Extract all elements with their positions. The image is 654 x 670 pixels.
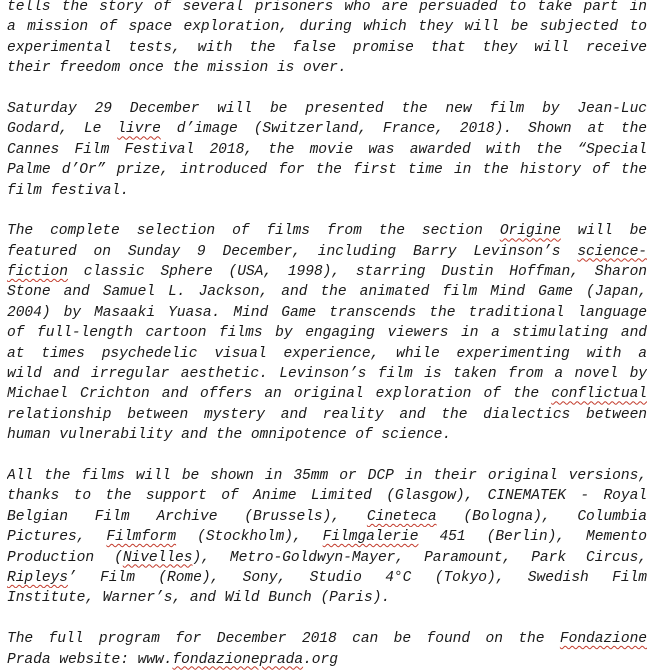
spellcheck-word[interactable]: fiction [7, 264, 68, 281]
text-line: featured on Sunday 9 December, including Barry Levinson’s science- [7, 243, 647, 260]
spellcheck-word[interactable]: science- [577, 243, 647, 260]
text-line: film festival. [7, 182, 129, 199]
text-line: Palme d’Or” prize, introduced for the first time in the history of the [7, 162, 647, 179]
text-line: Institute, Warner’s, and Wild Bunch (Paris). [7, 590, 391, 607]
text-line: Belgian Film Archive (Brussels), Cineteca (Bologna), Columbia [7, 508, 647, 525]
text-line: experimental tests, with the false promise that they will receive [7, 39, 647, 56]
spellcheck-word[interactable]: Nivelles [122, 549, 193, 566]
text-line: Production (Nivelles), Metro-Goldwyn-Mayer, Paramount, Park Circus, [7, 549, 647, 566]
spellcheck-word[interactable]: Filmform [106, 529, 177, 546]
paragraph-4 [7, 466, 647, 609]
text-line: The full program for December 2018 can be found on the Fondazione [7, 631, 647, 648]
text-line: wild and irregular aesthetic. Levinson’s film is taken from a novel by [7, 366, 647, 383]
text-line: 2004) by Masaaki Yuasa. Mind Game transcends the traditional language [7, 304, 647, 321]
spellcheck-word[interactable]: Filmgalerie [322, 529, 419, 546]
text-line: fiction classic Sphere (USA, 1998), starring Dustin Hoffman, Sharon [7, 264, 647, 281]
text-line: The complete selection of films from the section Origine will be [7, 223, 647, 240]
spellcheck-word[interactable]: Cineteca [366, 508, 437, 525]
text-line: their freedom once the mission is over. [7, 60, 347, 77]
text-line: Cannes Film Festival 2018, the movie was awarded with the “Special [7, 141, 647, 158]
text-line: tells the story of several prisoners who are persuaded to take part in [7, 0, 647, 15]
spellcheck-word[interactable]: fondazioneprada [172, 651, 304, 668]
spellcheck-word[interactable]: Ripleys [7, 569, 68, 586]
text-line: at times psychedelic visual experience, while experimenting with a [7, 345, 647, 362]
paragraph-3 [7, 221, 647, 445]
text-line: human vulnerability and the omnipotence of science. [7, 427, 452, 444]
text-line: Godard, Le livre d’image (Switzerland, France, 2018). Shown at the [7, 121, 647, 138]
document-body [7, 0, 647, 670]
text-line: Prada website: www.fondazioneprada.org [7, 651, 338, 668]
text-line: All the films will be shown in 35mm or DCP in their original versions, [7, 467, 647, 484]
spellcheck-word[interactable]: conflictual [551, 386, 647, 403]
text-line: of full-length cartoon films by engaging viewers in a stimulating and [7, 325, 647, 342]
paragraph-5 [7, 629, 647, 670]
text-line: Pictures, Filmform (Stockholm), Filmgalerie 451 (Berlin), Memento [7, 529, 647, 546]
text-line: Stone and Samuel L. Jackson, and the animated film Mind Game (Japan, [7, 284, 647, 301]
text-line: Michael Crichton and offers an original exploration of the conflictual [7, 386, 647, 403]
paragraph-2 [7, 99, 647, 201]
spellcheck-word[interactable]: Origine [499, 223, 561, 240]
text-line: a mission of space exploration, during which they will be subjected to [7, 19, 647, 36]
spellcheck-word[interactable]: livre [117, 121, 161, 138]
text-line: relationship between mystery and reality and the dialectics between [7, 406, 647, 423]
spellcheck-word[interactable]: Fondazione [559, 631, 647, 648]
text-line: thanks to the support of Anime Limited (Glasgow), CINEMATEK - Royal [7, 488, 647, 505]
text-line: Saturday 29 December will be presented the new film by Jean-Luc [7, 100, 647, 117]
text-line: Ripleys’ Film (Rome), Sony, Studio 4°C (Tokyo), Swedish Film [7, 569, 647, 586]
paragraph-1 [7, 0, 647, 79]
